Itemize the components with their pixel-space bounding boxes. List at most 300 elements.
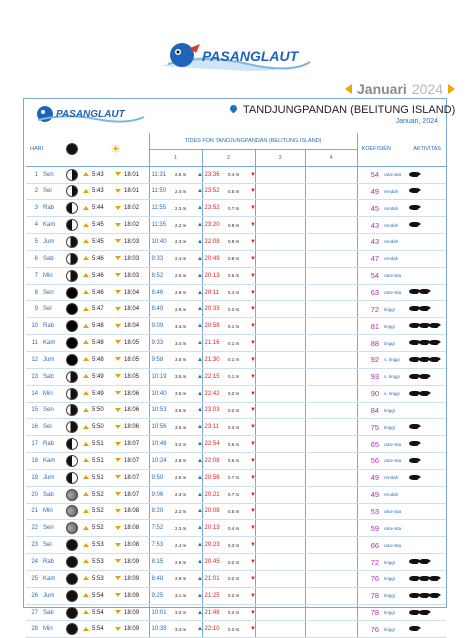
fish-activity-icon [409, 424, 418, 429]
sunrise-time: 5:47 [92, 306, 104, 313]
tide2-time: 21:48 [202, 604, 228, 621]
high-tide-icon: ▲ [197, 234, 202, 251]
fish-activity-icon [429, 357, 438, 362]
high-tide-icon: ▲ [197, 200, 202, 217]
location-period: Januari, 2024 [395, 118, 438, 125]
fish-activity-icon [409, 374, 418, 379]
tide2-time: 23:03 [202, 402, 228, 419]
sunset-time: 18:06 [124, 424, 140, 431]
tide3-cell [255, 570, 305, 587]
sunrise-time: 5:51 [92, 457, 104, 464]
day-name: Sab [40, 250, 60, 267]
fish-activity-icon [429, 576, 438, 581]
high-tide-icon: ▲ [197, 284, 202, 301]
high-tide-icon: ▲ [197, 419, 202, 436]
sunrise-time: 5:45 [92, 238, 104, 245]
tide4-cell [305, 419, 357, 436]
sunset-icon [115, 627, 121, 631]
sunset-time: 18:09 [124, 559, 140, 566]
koefisien-label: rendah [382, 250, 408, 267]
day-number: 15 [26, 402, 40, 419]
sunset-icon [115, 357, 121, 361]
day-name: Sab [40, 486, 60, 503]
koefisien-label: tinggi [382, 419, 408, 436]
koefisien-label: rendah [382, 217, 408, 234]
day-name: Sen [40, 520, 60, 537]
sunrise-icon [83, 543, 89, 547]
sunset-cell [115, 520, 149, 537]
moon-phase-cell [60, 284, 83, 301]
koefisien-label: tinggi [382, 604, 408, 621]
sunrise-time: 5:52 [92, 491, 104, 498]
sunrise-cell [83, 587, 115, 604]
tide4-cell [305, 621, 357, 638]
tide1-time: 9:09 [149, 318, 175, 335]
sunset-icon [115, 475, 121, 479]
sunset-cell [115, 267, 149, 284]
koefisien-label: rata-rata [382, 520, 408, 537]
low-tide-icon: ▼ [250, 469, 255, 486]
sunset-icon [115, 307, 121, 311]
day-number: 9 [26, 301, 40, 318]
koefisien-value: 78 [357, 604, 382, 621]
day-number: 11 [26, 335, 40, 352]
moon-phase-cell [60, 250, 83, 267]
tide2-time: 20:45 [202, 554, 228, 571]
moon-phase-icon [66, 573, 78, 585]
sunrise-cell [83, 537, 115, 554]
activity-cell [408, 469, 446, 486]
tide2-time: 20:58 [202, 318, 228, 335]
location-pin-icon [229, 103, 239, 113]
high-tide-icon: ▲ [197, 250, 202, 267]
koefisien-value: 76 [357, 570, 382, 587]
fish-activity-icon [409, 576, 418, 581]
koefisien-label: s. tinggi [382, 385, 408, 402]
activity-cell [408, 217, 446, 234]
tide2-time: 23:36 [202, 166, 228, 183]
tide4-cell [305, 520, 357, 537]
moon-phase-cell [60, 217, 83, 234]
tide2-height: 0.2 m [228, 554, 250, 571]
sunset-time: 18:09 [124, 592, 140, 599]
sunset-time: 18:05 [124, 340, 140, 347]
moon-phase-cell [60, 166, 83, 183]
sunrise-time: 5:49 [92, 373, 104, 380]
sunset-cell [115, 587, 149, 604]
koefisien-value: 76 [357, 621, 382, 638]
day-name: Min [40, 621, 60, 638]
sunset-icon [115, 576, 121, 580]
sunrise-icon [83, 256, 89, 260]
table-row [26, 436, 446, 453]
sunset-time: 18:02 [124, 222, 140, 229]
tide2-time: 20:21 [202, 486, 228, 503]
tide1-time: 10:01 [149, 604, 175, 621]
koefisien-label: tinggi [382, 570, 408, 587]
tide4-cell [305, 284, 357, 301]
prev-month-icon[interactable] [345, 84, 352, 94]
tide2-height: 0.8 m [228, 217, 250, 234]
sunset-cell [115, 604, 149, 621]
moon-header-icon [66, 143, 78, 155]
day-name: Sen [40, 284, 60, 301]
moon-phase-cell [60, 587, 83, 604]
high-tide-icon: ▲ [197, 469, 202, 486]
koefisien-value: 54 [357, 267, 382, 284]
sunrise-cell [83, 318, 115, 335]
brand-logo [160, 38, 320, 76]
koefisien-value: 49 [357, 469, 382, 486]
fish-activity-icon [419, 559, 428, 564]
sunrise-icon [83, 324, 89, 328]
sunrise-icon [83, 340, 89, 344]
sunset-icon [115, 458, 121, 462]
month-navigator [345, 80, 455, 98]
sunrise-cell [83, 436, 115, 453]
low-tide-icon: ▼ [250, 621, 255, 638]
sunset-time: 18:04 [124, 289, 140, 296]
tide1-height: 2.4 m [175, 183, 197, 200]
koefisien-value: 43 [357, 234, 382, 251]
tide1-height: 3.4 m [175, 621, 197, 638]
tide4-cell [305, 335, 357, 352]
fish-activity-icon [419, 340, 428, 345]
fish-activity-icon [409, 306, 418, 311]
sunset-time: 18:07 [124, 441, 140, 448]
col-koefisien: KOEFISIEN [357, 133, 408, 166]
koefisien-label: tinggi [382, 335, 408, 352]
koefisien-label: rata-rata [382, 503, 408, 520]
tide1-height: 2.5 m [175, 469, 197, 486]
koefisien-value: 49 [357, 183, 382, 200]
moon-phase-icon [66, 219, 78, 231]
sunrise-time: 5:48 [92, 356, 104, 363]
sunrise-cell [83, 503, 115, 520]
next-month-icon[interactable] [448, 84, 455, 94]
activity-cell [408, 604, 446, 621]
koefisien-value: 92 [357, 351, 382, 368]
moon-phase-icon [66, 320, 78, 332]
sunset-time: 18:09 [124, 575, 140, 582]
moon-phase-cell [60, 183, 83, 200]
day-number: 25 [26, 570, 40, 587]
moon-phase-icon [66, 404, 78, 416]
fish-activity-icon [419, 593, 428, 598]
sunrise-time: 5:50 [92, 424, 104, 431]
koefisien-value: 72 [357, 554, 382, 571]
sunrise-time: 5:54 [92, 626, 104, 633]
moon-phase-icon [66, 522, 78, 534]
table-row [26, 554, 446, 571]
day-name: Rab [40, 554, 60, 571]
moon-phase-icon [66, 623, 78, 635]
low-tide-icon: ▼ [250, 436, 255, 453]
table-row [26, 469, 446, 486]
sunrise-icon [83, 172, 89, 176]
location-title [230, 104, 455, 116]
tide1-time: 10:19 [149, 368, 175, 385]
sunset-time: 18:04 [124, 306, 140, 313]
tide2-time: 21:25 [202, 587, 228, 604]
tide2-height: 0.5 m [228, 503, 250, 520]
sunset-cell [115, 621, 149, 638]
sunset-cell [115, 200, 149, 217]
tide1-time: 10:40 [149, 234, 175, 251]
day-name: Jum [40, 469, 60, 486]
moon-phase-cell [60, 318, 83, 335]
sunset-time: 18:07 [124, 457, 140, 464]
activity-cell [408, 402, 446, 419]
sunset-icon [115, 442, 121, 446]
high-tide-icon: ▲ [197, 385, 202, 402]
sunrise-time: 5:51 [92, 441, 104, 448]
low-tide-icon: ▼ [250, 318, 255, 335]
sunrise-icon [83, 442, 89, 446]
sunset-cell [115, 301, 149, 318]
sunset-time: 18:03 [124, 255, 140, 262]
fish-activity-icon [409, 172, 418, 177]
tide1-time: 8:49 [149, 301, 175, 318]
tide2-height: 0.3 m [228, 537, 250, 554]
sunrise-icon [83, 559, 89, 563]
day-number: 3 [26, 200, 40, 217]
tide1-height: 3.5 m [175, 368, 197, 385]
table-row [26, 385, 446, 402]
tide2-height: 0.2 m [228, 570, 250, 587]
tide2-time: 20:33 [202, 301, 228, 318]
moon-phase-cell [60, 537, 83, 554]
tide3-cell [255, 301, 305, 318]
sunset-icon [115, 374, 121, 378]
sunrise-icon [83, 627, 89, 631]
day-number: 26 [26, 587, 40, 604]
fish-activity-icon [409, 340, 418, 345]
day-number: 4 [26, 217, 40, 234]
koefisien-value: 54 [357, 166, 382, 183]
high-tide-icon: ▲ [197, 554, 202, 571]
sunrise-time: 5:46 [92, 272, 104, 279]
sunrise-cell [83, 234, 115, 251]
tide2-height: 0.3 m [228, 419, 250, 436]
tide1-height: 2.3 m [175, 200, 197, 217]
sunset-cell [115, 217, 149, 234]
fish-activity-icon [409, 441, 418, 446]
tide1-height: 2.4 m [175, 250, 197, 267]
high-tide-icon: ▲ [197, 318, 202, 335]
koefisien-label: rendah [382, 234, 408, 251]
tide2-height: 0.4 m [228, 284, 250, 301]
fish-activity-icon [419, 391, 428, 396]
high-tide-icon: ▲ [197, 301, 202, 318]
moon-phase-cell [60, 520, 83, 537]
moon-phase-cell [60, 200, 83, 217]
sunrise-time: 5:45 [92, 222, 104, 229]
high-tide-icon: ▲ [197, 537, 202, 554]
activity-cell [408, 318, 446, 335]
tide2-height: 0.7 m [228, 469, 250, 486]
tide1-height: 3.5 m [175, 385, 197, 402]
tide2-time: 21:01 [202, 570, 228, 587]
sunrise-time: 5:48 [92, 323, 104, 330]
tide4-cell [305, 166, 357, 183]
moon-phase-icon [66, 438, 78, 450]
fish-activity-icon [409, 559, 418, 564]
activity-cell [408, 234, 446, 251]
table-row [26, 604, 446, 621]
koefisien-label: rendah [382, 183, 408, 200]
moon-phase-icon [66, 455, 78, 467]
koefisien-label: tinggi [382, 621, 408, 638]
sunrise-time: 5:48 [92, 340, 104, 347]
year-label: 2024 [411, 81, 443, 97]
table-row [26, 267, 446, 284]
sunset-icon [115, 610, 121, 614]
koefisien-label: tinggi [382, 587, 408, 604]
day-number: 12 [26, 351, 40, 368]
activity-cell [408, 301, 446, 318]
moon-phase-icon [66, 253, 78, 265]
tide4-cell [305, 318, 357, 335]
tide4-cell [305, 570, 357, 587]
high-tide-icon: ▲ [197, 520, 202, 537]
tide1-height: 2.9 m [175, 570, 197, 587]
day-number: 21 [26, 503, 40, 520]
high-tide-icon: ▲ [197, 267, 202, 284]
fish-activity-icon [409, 188, 418, 193]
low-tide-icon: ▼ [250, 351, 255, 368]
sunset-time: 18:07 [124, 491, 140, 498]
tide2-height: 0.6 m [228, 453, 250, 470]
sunrise-icon [83, 189, 89, 193]
activity-cell [408, 335, 446, 352]
tide2-time: 20:49 [202, 250, 228, 267]
tide4-cell [305, 217, 357, 234]
low-tide-icon: ▼ [250, 217, 255, 234]
sunset-cell [115, 284, 149, 301]
tide3-cell [255, 200, 305, 217]
high-tide-icon: ▲ [197, 436, 202, 453]
col-aktivitas: AKTIVITAS [408, 133, 446, 166]
day-name: Jum [40, 587, 60, 604]
moon-phase-icon [66, 607, 78, 619]
sunset-icon [115, 290, 121, 294]
tide-col-4: 4 [305, 149, 357, 166]
sunrise-cell [83, 469, 115, 486]
koefisien-value: 93 [357, 368, 382, 385]
day-name: Sab [40, 368, 60, 385]
high-tide-icon: ▲ [197, 402, 202, 419]
sunset-icon [115, 391, 121, 395]
sunset-cell [115, 166, 149, 183]
low-tide-icon: ▼ [250, 267, 255, 284]
day-number: 6 [26, 250, 40, 267]
koefisien-value: 43 [357, 217, 382, 234]
moon-phase-cell [60, 486, 83, 503]
tide2-time: 20:56 [202, 469, 228, 486]
table-row [26, 486, 446, 503]
sunset-icon [115, 559, 121, 563]
high-tide-icon: ▲ [197, 183, 202, 200]
day-name: Min [40, 267, 60, 284]
sunset-time: 18:09 [124, 609, 140, 616]
low-tide-icon: ▼ [250, 234, 255, 251]
tide3-cell [255, 284, 305, 301]
tide2-time: 23:11 [202, 419, 228, 436]
tide3-cell [255, 335, 305, 352]
sunset-icon [115, 425, 121, 429]
tide1-height: 2.9 m [175, 301, 197, 318]
tide2-time: 22:42 [202, 385, 228, 402]
sunrise-cell [83, 554, 115, 571]
activity-cell [408, 166, 446, 183]
tide3-cell [255, 537, 305, 554]
sunset-cell [115, 537, 149, 554]
tide1-time: 11:31 [149, 166, 175, 183]
moon-phase-icon [66, 371, 78, 383]
col-moon [60, 133, 83, 166]
table-row [26, 402, 446, 419]
tide1-height: 2.3 m [175, 486, 197, 503]
koefisien-label: rendah [382, 469, 408, 486]
moon-phase-icon [66, 185, 78, 197]
activity-cell [408, 267, 446, 284]
activity-cell [408, 587, 446, 604]
tide1-height: 2.4 m [175, 537, 197, 554]
tide3-cell [255, 183, 305, 200]
tide3-cell [255, 554, 305, 571]
low-tide-icon: ▼ [250, 301, 255, 318]
sunset-cell [115, 503, 149, 520]
sunrise-icon [83, 273, 89, 277]
tide2-height: 0.1 m [228, 351, 250, 368]
sunset-icon [115, 509, 121, 513]
month-label: Januari [357, 81, 407, 97]
activity-cell [408, 200, 446, 217]
tide3-cell [255, 267, 305, 284]
low-tide-icon: ▼ [250, 554, 255, 571]
moon-phase-icon [66, 505, 78, 517]
moon-phase-cell [60, 335, 83, 352]
tide-rows [26, 166, 446, 638]
moon-phase-icon [66, 421, 78, 433]
sunset-icon [115, 223, 121, 227]
sunset-time: 18:02 [124, 205, 140, 212]
activity-cell [408, 486, 446, 503]
tide1-time: 8:52 [149, 267, 175, 284]
moon-phase-cell [60, 267, 83, 284]
sunrise-cell [83, 284, 115, 301]
table-row [26, 587, 446, 604]
low-tide-icon: ▼ [250, 250, 255, 267]
sunrise-cell [83, 267, 115, 284]
tide1-time: 7:52 [149, 520, 175, 537]
day-name: Jum [40, 351, 60, 368]
sunrise-cell [83, 453, 115, 470]
day-number: 14 [26, 385, 40, 402]
tide1-time: 9:33 [149, 250, 175, 267]
sunset-icon [115, 189, 121, 193]
tide1-height: 2.2 m [175, 217, 197, 234]
sunset-cell [115, 570, 149, 587]
sunrise-icon [83, 357, 89, 361]
day-name: Jum [40, 234, 60, 251]
koefisien-value: 84 [357, 402, 382, 419]
tide1-height: 2.9 m [175, 284, 197, 301]
sunrise-icon [83, 492, 89, 496]
tide4-cell [305, 436, 357, 453]
tide1-height: 2.3 m [175, 520, 197, 537]
